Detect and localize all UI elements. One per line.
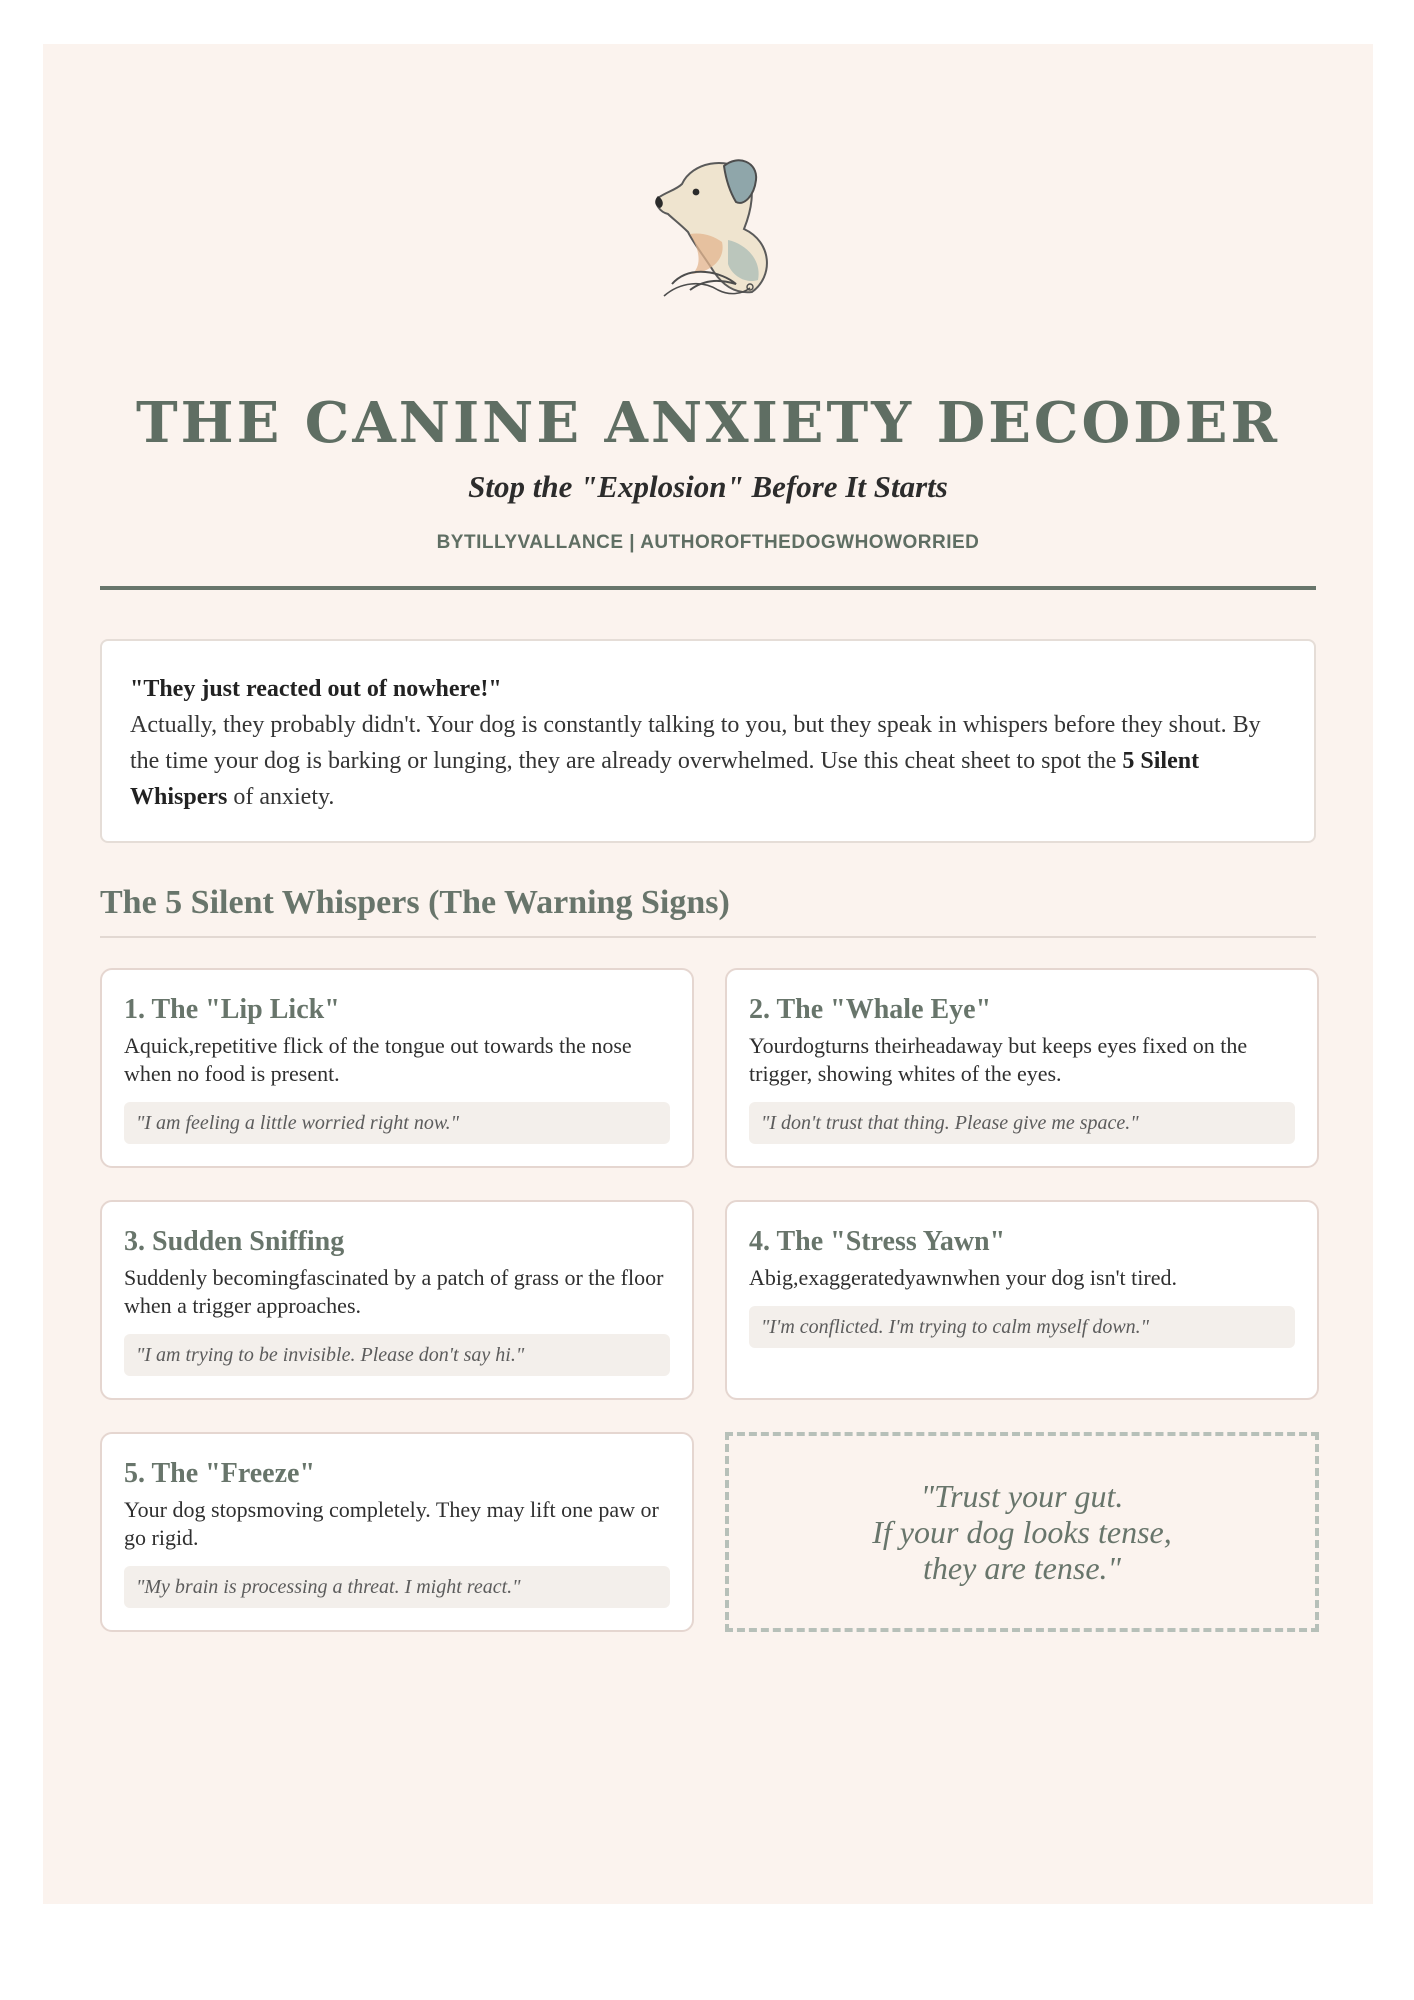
sign-title: 5. The "Freeze" [124, 1458, 315, 1489]
sign-description: Abig,exaggeratedyawnwhen your dog isn't tired. [749, 1265, 1177, 1290]
intro-body [130, 707, 1286, 815]
sign-quote: "I'm conflicted. I'm trying to calm myself down." [749, 1306, 1295, 1348]
sign-quote: "I don't trust that thing. Please give me space." [749, 1102, 1295, 1144]
sign-description: Aquick,repetitive flick of the tongue out towards the nose when no food is present. [124, 1033, 632, 1086]
sign-card-sudden-sniffing [100, 1200, 694, 1400]
sign-card-whale-eye [725, 968, 1319, 1168]
sign-quote: "I am trying to be invisible. Please don't say hi." [124, 1334, 670, 1376]
sign-title: 4. The "Stress Yawn" [749, 1226, 1006, 1257]
section-divider [100, 936, 1316, 938]
page [43, 44, 1373, 1904]
header-divider [100, 586, 1316, 590]
intro-headline: "They just reacted out of nowhere!" [130, 676, 502, 702]
sign-card-lip-lick [100, 968, 694, 1168]
dog-head-logo-icon [632, 144, 782, 299]
sign-title: 1. The "Lip Lick" [124, 994, 340, 1025]
section-title: The 5 Silent Whispers (The Warning Signs) [100, 884, 730, 921]
intro-body-end: of anxiety. [227, 784, 335, 810]
intro-body-text: Actually, they probably didn't. Your dog is constantly talking to you, but they speak in whispers before they shout. By the time your dog is barking or lunging, they are already overwhelmed. Use this cheat sheet to spot the [130, 712, 1261, 774]
callout-quote: "Trust your gut. If your dog looks tense, they are tense." [872, 1478, 1172, 1586]
sign-description: Yourdogturns theirheadaway but keeps eyes fixed on the trigger, showing whites of the eyes. [749, 1033, 1248, 1086]
sign-description: Your dog stopsmoving completely. They may lift one paw or go rigid. [124, 1497, 659, 1550]
author-byline: BYTILLYVALLANCE | AUTHOROFTHEDOGWHOWORRIED [436, 532, 980, 553]
sign-card-stress-yawn [725, 1200, 1319, 1400]
sign-card-freeze [100, 1432, 694, 1632]
sign-title: 3. Sudden Sniffing [124, 1226, 345, 1257]
intro-body-emphasis: 5 Silent Whispers [130, 748, 1200, 810]
page-subtitle: Stop the "Explosion" Before It Starts [468, 469, 948, 504]
sign-description: Suddenly becomingfascinated by a patch of grass or the floor when a trigger approaches. [124, 1265, 664, 1318]
trust-gut-callout [725, 1432, 1319, 1632]
intro-box [100, 639, 1316, 843]
page-title: THE CANINE ANXIETY DECODER [135, 390, 1281, 456]
sign-quote: "My brain is processing a threat. I might react." [124, 1566, 670, 1608]
sign-title: 2. The "Whale Eye" [749, 994, 992, 1025]
sign-quote: "I am feeling a little worried right now." [124, 1102, 670, 1144]
